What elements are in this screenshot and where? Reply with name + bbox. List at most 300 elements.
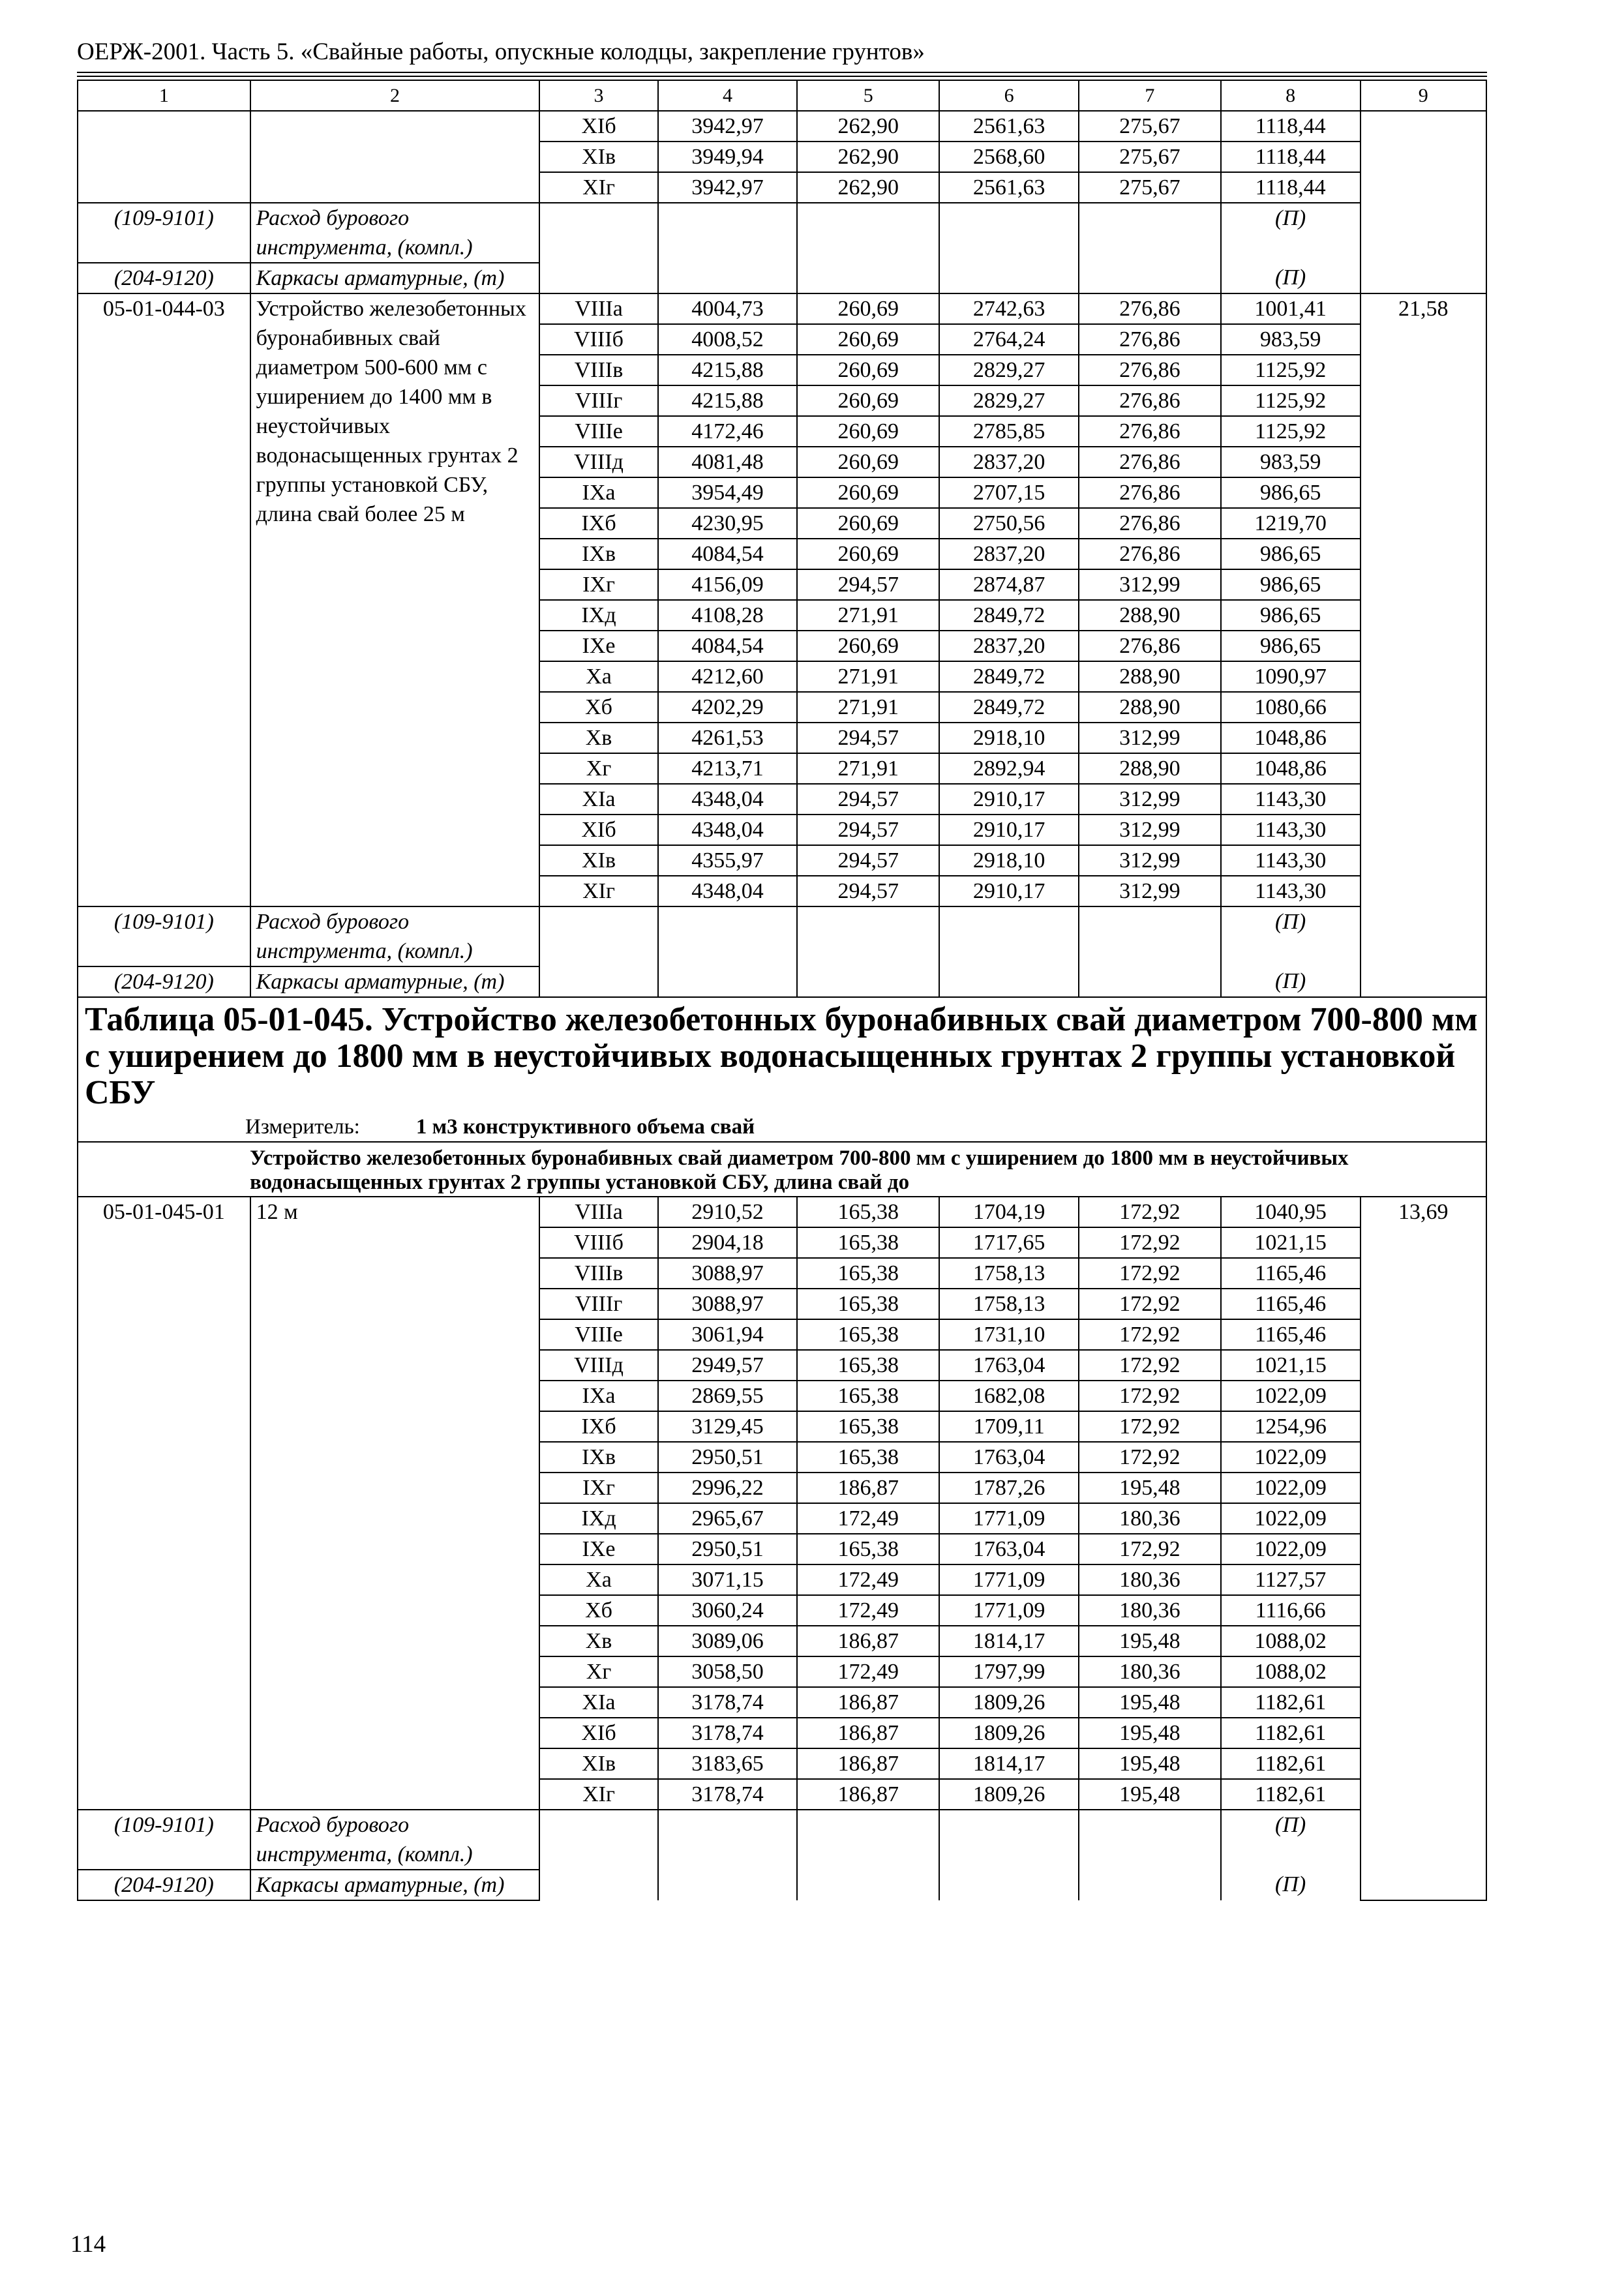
price-value: 2950,51 [658, 1442, 798, 1473]
soil-group: Xа [539, 661, 657, 692]
item-code: 05-01-044-03 [78, 293, 250, 906]
price-value: 2910,17 [939, 876, 1079, 906]
column-number: 4 [658, 80, 798, 111]
price-value: 312,99 [1079, 845, 1221, 876]
price-value: 3178,74 [658, 1687, 798, 1718]
price-value: 986,65 [1221, 477, 1361, 508]
soil-group: IXв [539, 539, 657, 569]
price-value: 2837,20 [939, 539, 1079, 569]
resource-name: Расход бурового инструмента, (компл.) [250, 1810, 540, 1870]
price-value: 260,69 [797, 385, 939, 416]
soil-group: VIIIв [539, 355, 657, 385]
resource-row [78, 906, 1486, 966]
price-value: 260,69 [797, 477, 939, 508]
item-description: 12 м [250, 1197, 540, 1810]
price-value: 1165,46 [1221, 1258, 1361, 1289]
resource-empty-cell [539, 1870, 657, 1900]
resource-empty-cell [658, 1870, 798, 1900]
soil-group: XIв [539, 1748, 657, 1779]
price-value: 1088,02 [1221, 1656, 1361, 1687]
price-value: 1048,86 [1221, 723, 1361, 753]
price-value: 1758,13 [939, 1289, 1079, 1319]
price-value: 172,92 [1079, 1289, 1221, 1319]
price-value: 3061,94 [658, 1319, 798, 1350]
soil-group: VIIIе [539, 1319, 657, 1350]
price-value: 3178,74 [658, 1779, 798, 1810]
price-value: 165,38 [797, 1442, 939, 1473]
price-value: 1763,04 [939, 1534, 1079, 1564]
price-value: 172,92 [1079, 1258, 1221, 1289]
price-value: 2904,18 [658, 1227, 798, 1258]
price-value: 3183,65 [658, 1748, 798, 1779]
price-value: 186,87 [797, 1748, 939, 1779]
price-value: 288,90 [1079, 600, 1221, 631]
price-value: 180,36 [1079, 1656, 1221, 1687]
resource-value: (П) [1221, 906, 1361, 966]
price-row [78, 293, 1486, 324]
price-value: 1809,26 [939, 1718, 1079, 1748]
soil-group: IXа [539, 1381, 657, 1411]
price-value: 186,87 [797, 1473, 939, 1503]
price-value: 1022,09 [1221, 1442, 1361, 1473]
price-value: 275,67 [1079, 142, 1221, 172]
resource-name: Расход бурового инструмента, (компл.) [250, 906, 540, 966]
price-value: 1118,44 [1221, 142, 1361, 172]
page-header: ОЕРЖ-2001. Часть 5. «Свайные работы, опускные колодцы, закрепление грунтов» [77, 38, 925, 65]
resource-name: Каркасы арматурные, (т) [250, 1870, 540, 1900]
price-value: 260,69 [797, 447, 939, 477]
price-value: 1040,95 [1221, 1197, 1361, 1227]
column-number: 7 [1079, 80, 1221, 111]
price-value: 1001,41 [1221, 293, 1361, 324]
price-value: 260,69 [797, 631, 939, 661]
price-value: 1090,97 [1221, 661, 1361, 692]
price-value: 195,48 [1079, 1626, 1221, 1656]
price-value: 1125,92 [1221, 385, 1361, 416]
soil-group: XIг [539, 1779, 657, 1810]
resource-value: (П) [1221, 203, 1361, 263]
price-value: 2949,57 [658, 1350, 798, 1381]
resource-empty-cell [539, 966, 657, 997]
resource-empty-cell [939, 1870, 1079, 1900]
price-value: 288,90 [1079, 692, 1221, 723]
soil-group: Xв [539, 723, 657, 753]
resource-empty-cell [658, 906, 798, 966]
price-value: 180,36 [1079, 1503, 1221, 1534]
resource-empty-cell [658, 203, 798, 263]
price-value: 262,90 [797, 111, 939, 142]
resource-empty-cell [1079, 966, 1221, 997]
resource-empty-cell [939, 1810, 1079, 1870]
price-value: 4212,60 [658, 661, 798, 692]
price-value: 2918,10 [939, 723, 1079, 753]
resource-code: (109-9101) [78, 906, 250, 966]
price-value: 2707,15 [939, 477, 1079, 508]
soil-group: VIIIа [539, 1197, 657, 1227]
price-value: 312,99 [1079, 784, 1221, 815]
price-value: 275,67 [1079, 111, 1221, 142]
price-value: 2869,55 [658, 1381, 798, 1411]
soil-group: XIб [539, 1718, 657, 1748]
item-description: Устройство железобетонных буронабивных свай диаметром 500-600 мм с уширением до 1400 мм в неустойчивых водонасыщенных грунтах 2 группы установкой СБУ, длина свай более 25 м [250, 293, 540, 906]
price-value: 1763,04 [939, 1350, 1079, 1381]
price-value: 2568,60 [939, 142, 1079, 172]
price-value: 262,90 [797, 142, 939, 172]
price-value: 3071,15 [658, 1564, 798, 1595]
price-value: 1022,09 [1221, 1503, 1361, 1534]
price-value: 195,48 [1079, 1718, 1221, 1748]
price-value: 3129,45 [658, 1411, 798, 1442]
price-value: 2910,17 [939, 784, 1079, 815]
resource-empty-cell [1079, 1870, 1221, 1900]
soil-group: IXв [539, 1442, 657, 1473]
price-value: 1771,09 [939, 1595, 1079, 1626]
price-row [78, 1197, 1486, 1227]
item-description [250, 111, 540, 203]
subheading-row [78, 1142, 1486, 1197]
price-value: 1021,15 [1221, 1350, 1361, 1381]
price-value: 1814,17 [939, 1626, 1079, 1656]
soil-group: Xб [539, 692, 657, 723]
price-value: 276,86 [1079, 324, 1221, 355]
price-value: 276,86 [1079, 447, 1221, 477]
price-value: 180,36 [1079, 1564, 1221, 1595]
price-value: 294,57 [797, 569, 939, 600]
price-value: 4215,88 [658, 355, 798, 385]
price-value: 4202,29 [658, 692, 798, 723]
price-value: 195,48 [1079, 1473, 1221, 1503]
price-value: 1165,46 [1221, 1289, 1361, 1319]
price-value: 983,59 [1221, 324, 1361, 355]
price-value: 2910,17 [939, 815, 1079, 845]
price-value: 165,38 [797, 1227, 939, 1258]
price-value: 1797,99 [939, 1656, 1079, 1687]
price-value: 1143,30 [1221, 784, 1361, 815]
soil-group: VIIIг [539, 1289, 657, 1319]
resource-row [78, 263, 1486, 293]
price-value: 2764,24 [939, 324, 1079, 355]
price-value: 195,48 [1079, 1748, 1221, 1779]
price-value: 260,69 [797, 324, 939, 355]
price-value: 2965,67 [658, 1503, 798, 1534]
price-value: 2829,27 [939, 385, 1079, 416]
soil-group: Xб [539, 1595, 657, 1626]
price-value: 983,59 [1221, 447, 1361, 477]
price-value: 3954,49 [658, 477, 798, 508]
resource-empty-cell [1079, 203, 1221, 263]
price-value: 4230,95 [658, 508, 798, 539]
soil-group: IXг [539, 569, 657, 600]
price-value: 4348,04 [658, 784, 798, 815]
resource-empty-cell [1079, 1810, 1221, 1870]
price-value: 262,90 [797, 172, 939, 203]
price-value: 2742,63 [939, 293, 1079, 324]
resource-name: Расход бурового инструмента, (компл.) [250, 203, 540, 263]
price-value: 312,99 [1079, 815, 1221, 845]
soil-group: IXд [539, 600, 657, 631]
soil-group: IXа [539, 477, 657, 508]
soil-group: XIг [539, 172, 657, 203]
soil-group: XIв [539, 845, 657, 876]
price-value: 2996,22 [658, 1473, 798, 1503]
resource-value: (П) [1221, 1810, 1361, 1870]
price-value: 1182,61 [1221, 1779, 1361, 1810]
soil-group: VIIIа [539, 293, 657, 324]
price-value: 312,99 [1079, 876, 1221, 906]
price-value: 195,48 [1079, 1779, 1221, 1810]
price-value: 1143,30 [1221, 815, 1361, 845]
resource-code: (204-9120) [78, 966, 250, 997]
soil-group: IXе [539, 1534, 657, 1564]
price-value: 986,65 [1221, 569, 1361, 600]
price-value: 276,86 [1079, 539, 1221, 569]
column-number: 5 [797, 80, 939, 111]
price-value: 3060,24 [658, 1595, 798, 1626]
price-value: 312,99 [1079, 723, 1221, 753]
price-value: 1022,09 [1221, 1381, 1361, 1411]
price-value: 2561,63 [939, 172, 1079, 203]
resource-empty-cell [539, 906, 657, 966]
soil-group: Xа [539, 1564, 657, 1595]
resource-empty-cell [797, 263, 939, 293]
resource-empty-cell [939, 263, 1079, 293]
price-value: 165,38 [797, 1534, 939, 1564]
resource-code: (109-9101) [78, 203, 250, 263]
price-value: 172,92 [1079, 1442, 1221, 1473]
resource-empty-cell [658, 263, 798, 293]
soil-group: Xг [539, 753, 657, 784]
price-value: 1709,11 [939, 1411, 1079, 1442]
soil-group: IXе [539, 631, 657, 661]
resource-empty-cell [1079, 263, 1221, 293]
price-value: 986,65 [1221, 631, 1361, 661]
price-value: 986,65 [1221, 539, 1361, 569]
price-value: 1254,96 [1221, 1411, 1361, 1442]
price-value: 172,49 [797, 1503, 939, 1534]
price-value: 276,86 [1079, 385, 1221, 416]
price-value: 294,57 [797, 815, 939, 845]
price-value: 2874,87 [939, 569, 1079, 600]
price-value: 260,69 [797, 355, 939, 385]
resource-empty-cell [939, 906, 1079, 966]
resource-empty-cell [539, 263, 657, 293]
subheading: Устройство железобетонных буронабивных свай диаметром 700-800 мм с уширением до 1800 мм в неустойчивых водонасыщенных грунтах 2 группы установкой СБУ, длина свай до [250, 1146, 1349, 1194]
price-value: 294,57 [797, 845, 939, 876]
price-value: 165,38 [797, 1319, 939, 1350]
resource-empty-cell [939, 966, 1079, 997]
price-value: 2837,20 [939, 631, 1079, 661]
col9-value: 13,69 [1361, 1197, 1486, 1900]
price-value: 3949,94 [658, 142, 798, 172]
column-number: 1 [78, 80, 250, 111]
price-value: 288,90 [1079, 661, 1221, 692]
price-value: 271,91 [797, 661, 939, 692]
soil-group: IXг [539, 1473, 657, 1503]
price-value: 260,69 [797, 416, 939, 447]
price-value: 2849,72 [939, 692, 1079, 723]
item-code: 05-01-045-01 [78, 1197, 250, 1810]
price-value: 4215,88 [658, 385, 798, 416]
resource-value: (П) [1221, 1870, 1361, 1900]
price-value: 1771,09 [939, 1503, 1079, 1534]
price-value: 275,67 [1079, 172, 1221, 203]
price-value: 3942,97 [658, 111, 798, 142]
price-value: 271,91 [797, 692, 939, 723]
soil-group: XIб [539, 815, 657, 845]
soil-group: IXб [539, 1411, 657, 1442]
price-value: 4084,54 [658, 631, 798, 661]
price-value: 1787,26 [939, 1473, 1079, 1503]
price-value: 1125,92 [1221, 355, 1361, 385]
price-value: 2785,85 [939, 416, 1079, 447]
price-value: 276,86 [1079, 293, 1221, 324]
price-value: 1143,30 [1221, 845, 1361, 876]
resource-row [78, 1810, 1486, 1870]
soil-group: Xв [539, 1626, 657, 1656]
price-value: 2837,20 [939, 447, 1079, 477]
price-row [78, 111, 1486, 142]
measurement-value: 1 м3 конструктивного объема свай [415, 1115, 755, 1139]
page-number: 114 [70, 2231, 106, 2258]
price-value: 4004,73 [658, 293, 798, 324]
soil-group: VIIIб [539, 324, 657, 355]
price-value: 1731,10 [939, 1319, 1079, 1350]
price-value: 3178,74 [658, 1718, 798, 1748]
price-value: 4213,71 [658, 753, 798, 784]
price-value: 2750,56 [939, 508, 1079, 539]
price-value: 4348,04 [658, 876, 798, 906]
price-value: 1763,04 [939, 1442, 1079, 1473]
price-value: 4108,28 [658, 600, 798, 631]
price-value: 260,69 [797, 539, 939, 569]
resource-row [78, 203, 1486, 263]
soil-group: VIIIг [539, 385, 657, 416]
price-value: 1116,66 [1221, 1595, 1361, 1626]
soil-group: XIб [539, 111, 657, 142]
price-value: 1809,26 [939, 1687, 1079, 1718]
price-value: 4172,46 [658, 416, 798, 447]
soil-group: IXб [539, 508, 657, 539]
price-value: 1758,13 [939, 1258, 1079, 1289]
table-title-row [78, 997, 1486, 1142]
resource-empty-cell [797, 203, 939, 263]
resource-empty-cell [658, 966, 798, 997]
price-value: 276,86 [1079, 631, 1221, 661]
subheading-cell [78, 1142, 1486, 1197]
price-value: 172,49 [797, 1595, 939, 1626]
price-value: 288,90 [1079, 753, 1221, 784]
price-value: 4355,97 [658, 845, 798, 876]
price-value: 172,92 [1079, 1197, 1221, 1227]
price-value: 3088,97 [658, 1258, 798, 1289]
soil-group: XIв [539, 142, 657, 172]
price-value: 1704,19 [939, 1197, 1079, 1227]
price-value: 271,91 [797, 753, 939, 784]
soil-group: XIа [539, 1687, 657, 1718]
price-value: 186,87 [797, 1718, 939, 1748]
resource-name: Каркасы арматурные, (т) [250, 263, 540, 293]
price-value: 1088,02 [1221, 1626, 1361, 1656]
column-number: 3 [539, 80, 657, 111]
price-value: 1143,30 [1221, 876, 1361, 906]
price-value: 1127,57 [1221, 1564, 1361, 1595]
price-value: 2561,63 [939, 111, 1079, 142]
resource-empty-cell [797, 1810, 939, 1870]
price-value: 260,69 [797, 293, 939, 324]
price-value: 294,57 [797, 876, 939, 906]
resource-code: (204-9120) [78, 1870, 250, 1900]
soil-group: IXд [539, 1503, 657, 1534]
soil-group: XIг [539, 876, 657, 906]
resource-empty-cell [939, 203, 1079, 263]
price-value: 172,49 [797, 1656, 939, 1687]
column-number: 6 [939, 80, 1079, 111]
price-value: 2849,72 [939, 600, 1079, 631]
price-value: 1021,15 [1221, 1227, 1361, 1258]
price-value: 1118,44 [1221, 111, 1361, 142]
resource-row [78, 1870, 1486, 1900]
table-title-cell [78, 997, 1486, 1142]
price-value: 1771,09 [939, 1564, 1079, 1595]
price-value: 1814,17 [939, 1748, 1079, 1779]
price-value: 1048,86 [1221, 753, 1361, 784]
price-value: 165,38 [797, 1381, 939, 1411]
resource-empty-cell [658, 1810, 798, 1870]
price-value: 2892,94 [939, 753, 1079, 784]
resource-code: (204-9120) [78, 263, 250, 293]
price-value: 165,38 [797, 1289, 939, 1319]
soil-group: VIIIе [539, 416, 657, 447]
price-value: 165,38 [797, 1258, 939, 1289]
column-number-row [78, 80, 1486, 111]
resource-code: (109-9101) [78, 1810, 250, 1870]
price-value: 294,57 [797, 784, 939, 815]
price-value: 165,38 [797, 1411, 939, 1442]
resource-value: (П) [1221, 263, 1361, 293]
col9-value: 21,58 [1361, 293, 1486, 997]
price-value: 172,92 [1079, 1350, 1221, 1381]
price-value: 172,92 [1079, 1411, 1221, 1442]
resource-value: (П) [1221, 966, 1361, 997]
price-value: 3942,97 [658, 172, 798, 203]
price-value: 195,48 [1079, 1687, 1221, 1718]
header-rule-bottom [77, 76, 1487, 77]
price-value: 1165,46 [1221, 1319, 1361, 1350]
price-value: 165,38 [797, 1197, 939, 1227]
item-code [78, 111, 250, 203]
header-rule-top [77, 72, 1487, 73]
price-value: 1118,44 [1221, 172, 1361, 203]
price-value: 1182,61 [1221, 1748, 1361, 1779]
price-value: 172,49 [797, 1564, 939, 1595]
price-value: 186,87 [797, 1779, 939, 1810]
soil-group: Xг [539, 1656, 657, 1687]
column-number: 9 [1361, 80, 1486, 111]
price-value: 312,99 [1079, 569, 1221, 600]
price-value: 3088,97 [658, 1289, 798, 1319]
price-value: 1717,65 [939, 1227, 1079, 1258]
resource-empty-cell [797, 1870, 939, 1900]
measurement-label: Измеритель: [245, 1115, 360, 1139]
col9-value [1361, 111, 1486, 293]
price-value: 276,86 [1079, 477, 1221, 508]
price-value: 294,57 [797, 723, 939, 753]
price-value: 1182,61 [1221, 1687, 1361, 1718]
price-value: 1022,09 [1221, 1473, 1361, 1503]
price-value: 1182,61 [1221, 1718, 1361, 1748]
price-value: 1682,08 [939, 1381, 1079, 1411]
resource-row [78, 966, 1486, 997]
